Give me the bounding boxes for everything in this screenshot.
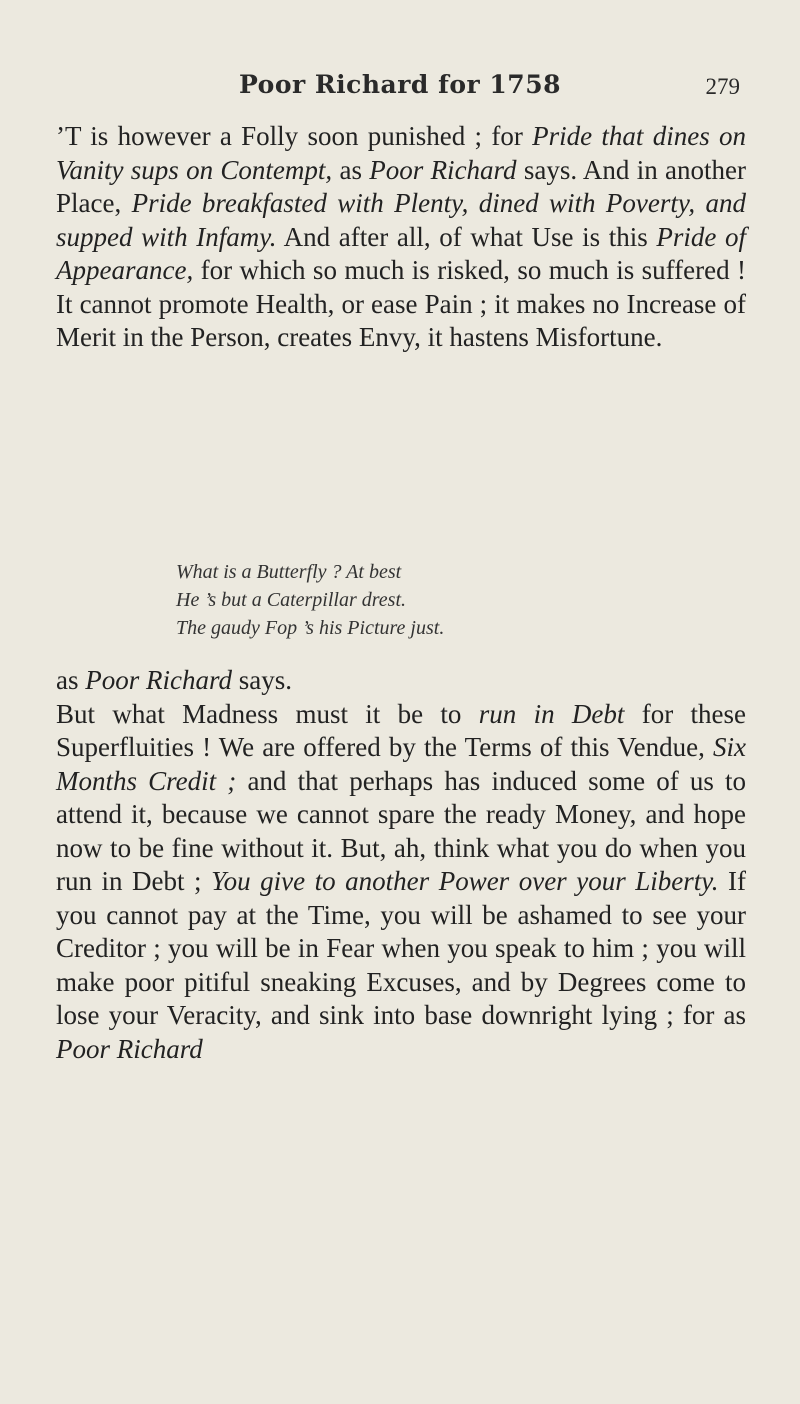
verse-quote: [176, 558, 696, 642]
paragraph-attribution: as Poor Richard says.: [56, 665, 292, 695]
paragraph-text: ’T is however a Folly soon punished ; for Pride that dines on Vanity sups on Contempt, as Poor Richard says. And in another Place, Pride breakfasted with Plenty, dined with Poverty, and supped with Infamy. And after all, of what Use is this Pride of Appearance, for which so much is risked, so much is suffered ! It cannot promote Health, or ease Pain ; it makes no Increase of Merit in the Person, creates Envy, it hastens Misfortune.: [56, 121, 746, 352]
paragraph-pride: [56, 120, 746, 355]
page-header: [0, 70, 800, 110]
verse-line: What is a Butterfly ? At best: [176, 561, 402, 583]
paragraph-text: But what Madness must it be to run in Debt for these Superfluities ! We are offered by the Terms of this Vendue, Six Months Credit ; and that perhaps has induced some of us to attend it, because we cannot spare the ready Money, and hope now to be fine without it. But, ah, think what you do when you run in Debt ; You give to another Power over your Liberty. If you cannot pay at the Time, you will be ashamed to see your Creditor ; you will be in Fear when you speak to him ; you will make poor pitiful sneaking Excuses, and by Degrees come to lose your Veracity, and sink into base downright lying ; for as Poor Richard: [56, 698, 747, 1064]
verse-line: He ’s but a Caterpillar drest.: [176, 589, 407, 611]
page-number: 279: [705, 74, 740, 99]
running-head: Poor Richard for 1758: [239, 70, 561, 99]
paragraph-debt: [56, 664, 746, 1066]
verse-line: The gaudy Fop ’s his Picture just.: [176, 617, 445, 639]
